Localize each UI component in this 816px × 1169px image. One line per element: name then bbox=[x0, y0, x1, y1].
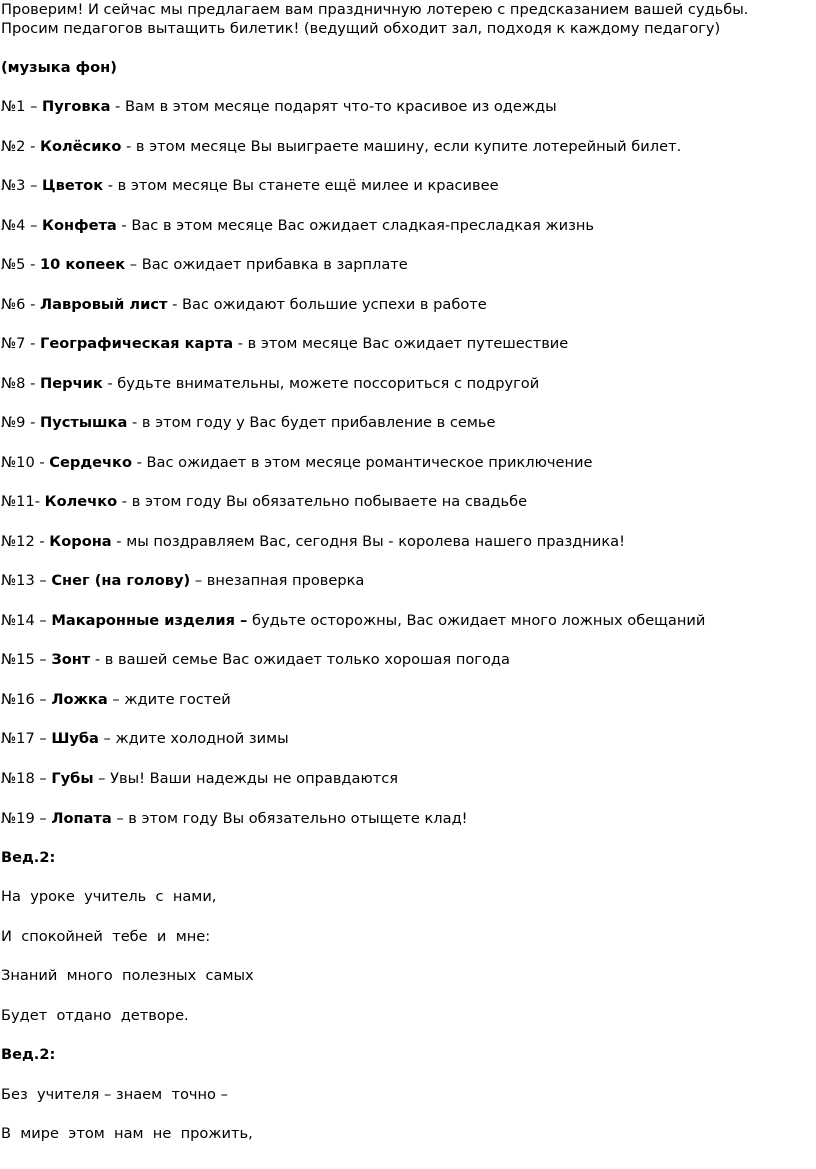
lottery-item: №6 - Лавровый лист - Вас ожидают большие успехи в работе bbox=[1, 296, 487, 313]
lottery-item: №12 - Корона - мы поздравляем Вас, сегодня Вы - королева нашего праздника! bbox=[1, 533, 625, 550]
intro-line-1: Проверим! И сейчас мы предлагаем вам праздничную лотерею с предсказанием вашей судьбы. bbox=[1, 1, 749, 18]
lottery-item: №9 - Пустышка - в этом году у Вас будет прибавление в семье bbox=[1, 414, 496, 431]
poem-line: Будет отдано детворе. bbox=[1, 1007, 189, 1024]
poem-line: И спокойней тебе и мне: bbox=[1, 928, 211, 945]
lottery-item: №19 – Лопата – в этом году Вы обязательно отыщете клад! bbox=[1, 810, 468, 827]
lottery-item: №15 – Зонт - в вашей семье Вас ожидает только хорошая погода bbox=[1, 651, 510, 668]
poem-line: В мире этом нам не прожить, bbox=[1, 1125, 253, 1142]
music-note: (музыка фон) bbox=[1, 59, 117, 76]
speaker-label: Вед.2: bbox=[1, 849, 56, 866]
intro-line-2: Просим педагогов вытащить билетик! (ведущий обходит зал, подходя к каждому педагогу) bbox=[1, 20, 721, 37]
lottery-item: №8 - Перчик - будьте внимательны, можете поссориться с подругой bbox=[1, 375, 540, 392]
lottery-item: №1 – Пуговка - Вам в этом месяце подарят что-то красивое из одежды bbox=[1, 98, 557, 115]
lottery-item: №4 – Конфета - Вас в этом месяце Вас ожидает сладкая-пресладкая жизнь bbox=[1, 217, 595, 234]
lottery-item: №11- Колечко - в этом году Вы обязательно побываете на свадьбе bbox=[1, 493, 528, 510]
lottery-item: №3 – Цветок - в этом месяце Вы станете ещё милее и красивее bbox=[1, 177, 499, 194]
poem-line: Знаний много полезных самых bbox=[1, 967, 254, 984]
poem-line: Без учителя – знаем точно – bbox=[1, 1086, 228, 1103]
lottery-item: №10 - Сердечко - Вас ожидает в этом месяце романтическое приключение bbox=[1, 454, 593, 471]
lottery-item: №13 – Снег (на голову) – внезапная проверка bbox=[1, 572, 365, 589]
lottery-item: №16 – Ложка – ждите гостей bbox=[1, 691, 231, 708]
speaker-label: Вед.2: bbox=[1, 1046, 56, 1063]
lottery-item: №5 - 10 копеек – Вас ожидает прибавка в зарплате bbox=[1, 256, 408, 273]
lottery-item: №2 - Колёсико - в этом месяце Вы выиграете машину, если купите лотерейный билет. bbox=[1, 138, 682, 155]
lottery-item: №17 – Шуба – ждите холодной зимы bbox=[1, 730, 289, 747]
lottery-item: №18 – Губы – Увы! Ваши надежды не оправдаются bbox=[1, 770, 399, 787]
lottery-item: №7 - Географическая карта - в этом месяце Вас ожидает путешествие bbox=[1, 335, 569, 352]
poem-line: На уроке учитель с нами, bbox=[1, 888, 217, 905]
lottery-item: №14 – Макаронные изделия – будьте осторожны, Вас ожидает много ложных обещаний bbox=[1, 612, 706, 629]
